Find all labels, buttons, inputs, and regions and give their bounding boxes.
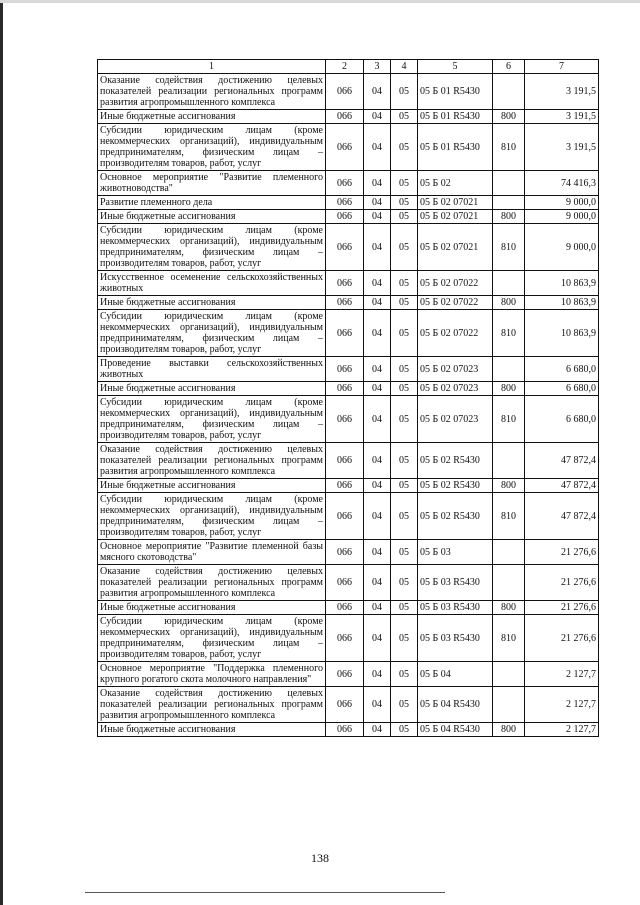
cell-amount: 6 680,0 [525,357,599,382]
cell-section: 04 [364,271,391,296]
cell-subsection: 05 [391,565,418,601]
cell-subsection: 05 [391,493,418,540]
cell-ministry-code: 066 [326,110,364,124]
cell-target-article: 05 Б 02 07023 [418,357,493,382]
cell-target-article: 05 Б 02 07022 [418,296,493,310]
table-row [98,443,599,479]
cell-subsection: 05 [391,171,418,196]
cell-subsection: 05 [391,74,418,110]
cell-name: Иные бюджетные ассигнования [98,479,326,493]
cell-amount: 21 276,6 [525,615,599,662]
cell-subsection: 05 [391,540,418,565]
cell-amount: 10 863,9 [525,296,599,310]
cell-amount: 6 680,0 [525,382,599,396]
cell-subsection: 05 [391,110,418,124]
cell-ministry-code: 066 [326,224,364,271]
cell-ministry-code: 066 [326,540,364,565]
cell-subsection: 05 [391,357,418,382]
cell-target-article: 05 Б 02 07023 [418,382,493,396]
table-row [98,110,599,124]
cell-expense-type [493,74,525,110]
cell-subsection: 05 [391,296,418,310]
cell-section: 04 [364,296,391,310]
cell-target-article: 05 Б 02 07022 [418,310,493,357]
cell-expense-type: 800 [493,601,525,615]
cell-name: Иные бюджетные ассигнования [98,110,326,124]
table-row [98,296,599,310]
page-number: 138 [311,851,329,865]
table-row [98,310,599,357]
table-row [98,687,599,723]
cell-section: 04 [364,615,391,662]
cell-ministry-code: 066 [326,443,364,479]
cell-ministry-code: 066 [326,723,364,737]
table-row [98,540,599,565]
cell-section: 04 [364,540,391,565]
cell-ministry-code: 066 [326,662,364,687]
cell-target-article: 05 Б 02 [418,171,493,196]
cell-subsection: 05 [391,196,418,210]
cell-section: 04 [364,662,391,687]
cell-expense-type [493,662,525,687]
scan-top-strip [0,0,640,3]
cell-section: 04 [364,310,391,357]
cell-section: 04 [364,124,391,171]
cell-target-article: 05 Б 03 [418,540,493,565]
cell-target-article: 05 Б 02 R5430 [418,479,493,493]
cell-target-article: 05 Б 01 R5430 [418,74,493,110]
header-col-1: 1 [98,60,326,74]
cell-section: 04 [364,210,391,224]
cell-subsection: 05 [391,382,418,396]
footer-rule [85,892,445,893]
cell-section: 04 [364,565,391,601]
cell-subsection: 05 [391,443,418,479]
cell-expense-type [493,357,525,382]
cell-name: Субсидии юридическим лицам (кроме некоммерческих организаций), индивидуальным предпринимателям, физическим лицам – производителям товаров, работ, услуг [98,615,326,662]
cell-name: Иные бюджетные ассигнования [98,601,326,615]
cell-expense-type [493,565,525,601]
table-row [98,171,599,196]
cell-expense-type [493,196,525,210]
cell-subsection: 05 [391,662,418,687]
table-row [98,124,599,171]
cell-section: 04 [364,357,391,382]
cell-expense-type [493,540,525,565]
cell-expense-type: 810 [493,396,525,443]
table-row [98,271,599,296]
cell-section: 04 [364,382,391,396]
table-row [98,493,599,540]
header-col-6: 6 [493,60,525,74]
cell-name: Основное мероприятие "Развитие племенного животноводства" [98,171,326,196]
cell-section: 04 [364,224,391,271]
cell-ministry-code: 066 [326,196,364,210]
cell-ministry-code: 066 [326,479,364,493]
cell-ministry-code: 066 [326,382,364,396]
cell-subsection: 05 [391,601,418,615]
cell-ministry-code: 066 [326,210,364,224]
cell-subsection: 05 [391,479,418,493]
cell-target-article: 05 Б 02 R5430 [418,443,493,479]
cell-target-article: 05 Б 02 07021 [418,224,493,271]
cell-amount: 21 276,6 [525,540,599,565]
table-row [98,196,599,210]
cell-amount: 2 127,7 [525,723,599,737]
table-row [98,601,599,615]
cell-expense-type: 810 [493,493,525,540]
table-row [98,565,599,601]
cell-section: 04 [364,110,391,124]
cell-subsection: 05 [391,124,418,171]
header-col-3: 3 [364,60,391,74]
cell-ministry-code: 066 [326,357,364,382]
cell-name: Оказание содействия достижению целевых показателей реализации региональных программ развития агропромышленного комплекса [98,443,326,479]
cell-name: Иные бюджетные ассигнования [98,382,326,396]
cell-expense-type [493,271,525,296]
cell-expense-type: 810 [493,124,525,171]
cell-expense-type: 810 [493,224,525,271]
cell-section: 04 [364,74,391,110]
cell-expense-type: 800 [493,723,525,737]
cell-name: Субсидии юридическим лицам (кроме некоммерческих организаций), индивидуальным предпринимателям, физическим лицам – производителям товаров, работ, услуг [98,224,326,271]
cell-target-article: 05 Б 04 R5430 [418,687,493,723]
cell-target-article: 05 Б 03 R5430 [418,615,493,662]
cell-expense-type [493,443,525,479]
cell-section: 04 [364,493,391,540]
cell-name: Оказание содействия достижению целевых показателей реализации региональных программ развития агропромышленного комплекса [98,74,326,110]
cell-name: Иные бюджетные ассигнования [98,296,326,310]
cell-section: 04 [364,443,391,479]
table-row [98,224,599,271]
cell-subsection: 05 [391,615,418,662]
header-col-7: 7 [525,60,599,74]
cell-expense-type: 810 [493,310,525,357]
cell-amount: 74 416,3 [525,171,599,196]
budget-table [97,59,599,737]
cell-ministry-code: 066 [326,565,364,601]
cell-section: 04 [364,396,391,443]
cell-ministry-code: 066 [326,615,364,662]
cell-section: 04 [364,196,391,210]
cell-name: Субсидии юридическим лицам (кроме некоммерческих организаций), индивидуальным предпринимателям, физическим лицам – производителям товаров, работ, услуг [98,493,326,540]
cell-name: Иные бюджетные ассигнования [98,210,326,224]
cell-subsection: 05 [391,687,418,723]
table-row [98,479,599,493]
cell-target-article: 05 Б 03 R5430 [418,601,493,615]
page-edge [0,0,3,905]
cell-section: 04 [364,171,391,196]
table-row [98,74,599,110]
cell-amount: 21 276,6 [525,601,599,615]
cell-name: Проведение выставки сельскохозяйственных животных [98,357,326,382]
cell-amount: 9 000,0 [525,224,599,271]
cell-ministry-code: 066 [326,310,364,357]
header-col-5: 5 [418,60,493,74]
cell-target-article: 05 Б 04 [418,662,493,687]
cell-amount: 47 872,4 [525,479,599,493]
cell-amount: 3 191,5 [525,124,599,171]
cell-ministry-code: 066 [326,296,364,310]
table-row [98,210,599,224]
cell-amount: 47 872,4 [525,493,599,540]
cell-ministry-code: 066 [326,396,364,443]
table-row [98,357,599,382]
cell-subsection: 05 [391,723,418,737]
cell-amount: 6 680,0 [525,396,599,443]
cell-subsection: 05 [391,271,418,296]
cell-subsection: 05 [391,224,418,271]
cell-name: Основное мероприятие "Развитие племенной базы мясного скотоводства" [98,540,326,565]
cell-expense-type: 800 [493,479,525,493]
table-row [98,723,599,737]
cell-amount: 3 191,5 [525,110,599,124]
cell-ministry-code: 066 [326,171,364,196]
header-row [98,60,599,74]
table-row [98,396,599,443]
header-col-2: 2 [326,60,364,74]
cell-expense-type: 800 [493,296,525,310]
cell-section: 04 [364,601,391,615]
cell-name: Основное мероприятие "Поддержка племенного крупного рогатого скота молочного направления" [98,662,326,687]
cell-expense-type: 800 [493,110,525,124]
cell-name: Искусственное осеменение сельскохозяйственных животных [98,271,326,296]
table-row [98,615,599,662]
cell-expense-type: 800 [493,210,525,224]
cell-amount: 10 863,9 [525,271,599,296]
cell-amount: 9 000,0 [525,210,599,224]
cell-expense-type [493,171,525,196]
cell-amount: 3 191,5 [525,74,599,110]
cell-amount: 2 127,7 [525,662,599,687]
cell-name: Оказание содействия достижению целевых показателей реализации региональных программ развития агропромышленного комплекса [98,565,326,601]
cell-expense-type [493,687,525,723]
cell-name: Оказание содействия достижению целевых показателей реализации региональных программ развития агропромышленного комплекса [98,687,326,723]
cell-ministry-code: 066 [326,271,364,296]
cell-target-article: 05 Б 03 R5430 [418,565,493,601]
cell-amount: 21 276,6 [525,565,599,601]
cell-name: Субсидии юридическим лицам (кроме некоммерческих организаций), индивидуальным предпринимателям, физическим лицам – производителям товаров, работ, услуг [98,310,326,357]
cell-amount: 9 000,0 [525,196,599,210]
cell-ministry-code: 066 [326,124,364,171]
cell-ministry-code: 066 [326,601,364,615]
cell-ministry-code: 066 [326,493,364,540]
cell-amount: 2 127,7 [525,687,599,723]
cell-amount: 47 872,4 [525,443,599,479]
cell-name: Иные бюджетные ассигнования [98,723,326,737]
cell-target-article: 05 Б 01 R5430 [418,124,493,171]
cell-target-article: 05 Б 02 07021 [418,210,493,224]
cell-target-article: 05 Б 04 R5430 [418,723,493,737]
cell-section: 04 [364,687,391,723]
cell-name: Субсидии юридическим лицам (кроме некоммерческих организаций), индивидуальным предпринимателям, физическим лицам – производителям товаров, работ, услуг [98,124,326,171]
cell-target-article: 05 Б 02 07023 [418,396,493,443]
cell-subsection: 05 [391,210,418,224]
cell-expense-type: 810 [493,615,525,662]
header-col-4: 4 [391,60,418,74]
table-row [98,382,599,396]
cell-name: Развитие племенного дела [98,196,326,210]
cell-name: Субсидии юридическим лицам (кроме некоммерческих организаций), индивидуальным предпринимателям, физическим лицам – производителям товаров, работ, услуг [98,396,326,443]
cell-target-article: 05 Б 02 07022 [418,271,493,296]
cell-subsection: 05 [391,396,418,443]
table-body [98,74,599,737]
cell-target-article: 05 Б 02 07021 [418,196,493,210]
cell-ministry-code: 066 [326,74,364,110]
cell-expense-type: 800 [493,382,525,396]
table-row [98,662,599,687]
cell-target-article: 05 Б 01 R5430 [418,110,493,124]
cell-amount: 10 863,9 [525,310,599,357]
cell-subsection: 05 [391,310,418,357]
cell-target-article: 05 Б 02 R5430 [418,493,493,540]
cell-ministry-code: 066 [326,687,364,723]
cell-section: 04 [364,479,391,493]
cell-section: 04 [364,723,391,737]
